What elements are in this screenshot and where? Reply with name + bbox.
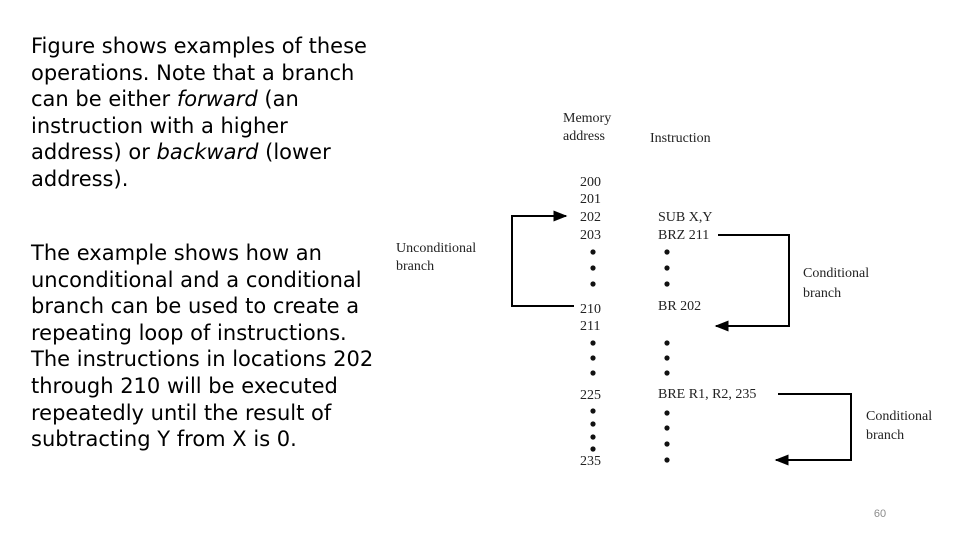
ellipsis-dot: [590, 340, 595, 345]
address-ellipsis-dots: [590, 249, 595, 451]
address-225: 225: [580, 388, 601, 403]
para1-text-a: Figure shows examples of these operations. Note that a branch can be either: [31, 34, 367, 112]
conditional-label-2-line2: branch: [866, 428, 905, 443]
instruction-202: SUB X,Y: [658, 210, 713, 225]
ellipsis-dot: [590, 434, 595, 439]
ellipsis-dot: [590, 446, 595, 451]
address-201: 201: [580, 192, 601, 207]
para1-text-c: (lower address).: [31, 140, 331, 191]
paragraph-loop-example: The example shows how an unconditional and a conditional branch can be used to create a repeating loop of instructions. The instructions in locations 202 through 210 will be executed repeatedly until the result of subtracting Y from X is 0.: [31, 241, 374, 452]
address-202: 202: [580, 210, 601, 225]
ellipsis-dot: [590, 355, 595, 360]
para1-forward-emphasis: forward: [176, 87, 258, 112]
instruction-210: BR 202: [658, 299, 702, 314]
conditional-label-2-line1: Conditional: [866, 409, 933, 424]
ellipsis-dot: [590, 249, 595, 254]
instruction-225: BRE R1, R2, 235: [658, 387, 757, 402]
address-210: 210: [580, 302, 601, 317]
conditional-branch-arrow-1: [716, 235, 789, 326]
slide-number: 60: [873, 508, 887, 520]
ellipsis-dot: [664, 441, 669, 446]
conditional-label-1-line1: Conditional: [803, 266, 870, 281]
conditional-label-1-line2: branch: [803, 286, 842, 301]
para1-text-b: (an instruction with a higher address) or: [31, 87, 299, 165]
header-instruction: Instruction: [650, 131, 711, 146]
unconditional-label-line2: branch: [396, 259, 435, 274]
ellipsis-dot: [664, 457, 669, 462]
address-200: 200: [580, 175, 601, 190]
ellipsis-dot: [590, 265, 595, 270]
ellipsis-dot: [664, 370, 669, 375]
instruction-ellipsis-dots: [664, 249, 669, 462]
ellipsis-dot: [590, 370, 595, 375]
para1-backward-emphasis: backward: [156, 140, 259, 165]
unconditional-branch-arrow: [512, 216, 574, 306]
ellipsis-dot: [664, 355, 669, 360]
header-memory-line2: address: [563, 129, 605, 144]
ellipsis-dot: [664, 265, 669, 270]
ellipsis-dot: [590, 281, 595, 286]
ellipsis-dot: [590, 421, 595, 426]
header-memory-line1: Memory: [563, 111, 612, 126]
instruction-203: BRZ 211: [658, 228, 710, 243]
address-235: 235: [580, 454, 601, 469]
ellipsis-dot: [664, 340, 669, 345]
address-203: 203: [580, 228, 601, 243]
ellipsis-dot: [664, 249, 669, 254]
ellipsis-dot: [664, 410, 669, 415]
ellipsis-dot: [664, 425, 669, 430]
address-211: 211: [580, 319, 601, 334]
ellipsis-dot: [590, 408, 595, 413]
ellipsis-dot: [664, 281, 669, 286]
conditional-branch-arrow-2: [776, 394, 851, 460]
unconditional-label-line1: Unconditional: [396, 241, 477, 256]
